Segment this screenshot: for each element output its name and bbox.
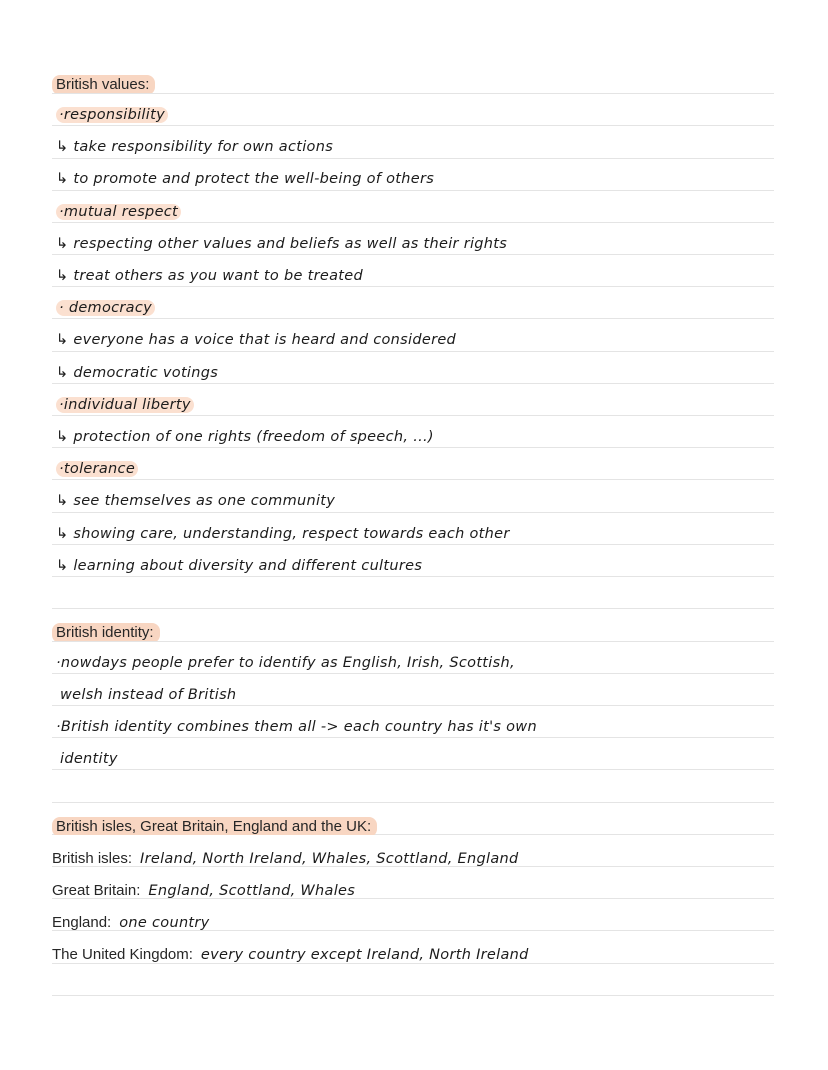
- definition-row: [52, 944, 774, 963]
- note-line: ↳ to promote and protect the well-being of others: [56, 171, 435, 187]
- note-line: [56, 397, 778, 413]
- note-line: ↳ protection of one rights (freedom of speech, ...): [56, 429, 434, 445]
- section-heading-isles: British isles, Great Britain, England and the UK:: [52, 817, 377, 835]
- note-line: ↳ respecting other values and beliefs as well as their rights: [56, 236, 508, 252]
- section-heading-identity: British identity:: [52, 623, 160, 641]
- definition-label: England:: [52, 914, 112, 931]
- bullet-mutual-respect: ·mutual respect: [56, 204, 181, 220]
- note-line: ↳ learning about diversity and different cultures: [56, 558, 423, 574]
- definition-text: England, Scottland, Whales: [148, 883, 356, 899]
- note-line: [56, 300, 778, 316]
- bullet-responsibility: ·responsibility: [56, 107, 168, 123]
- bullet-individual-liberty: ·individual liberty: [56, 397, 194, 413]
- definition-label: The United Kingdom:: [52, 946, 193, 963]
- note-line: [56, 461, 778, 477]
- note-line: ↳ showing care, understanding, respect towards each other: [56, 526, 510, 542]
- note-line: ↳ everyone has a voice that is heard and considered: [56, 332, 457, 348]
- note-line: [56, 107, 778, 123]
- note-line: ↳ see themselves as one community: [56, 493, 336, 509]
- definition-row: [52, 880, 774, 899]
- definition-row: [52, 848, 774, 867]
- bullet-democracy: · democracy: [56, 300, 155, 316]
- note-line: ·British identity combines them all -> each country has it's own: [56, 719, 537, 735]
- note-line: ↳ treat others as you want to be treated: [56, 268, 363, 284]
- section-heading-values: British values:: [52, 75, 155, 93]
- definition-text: every country except Ireland, North Ireland: [200, 947, 529, 963]
- note-line: ↳ democratic votings: [56, 365, 219, 381]
- definition-row: [52, 912, 774, 931]
- note-line: welsh instead of British: [60, 687, 237, 703]
- isles-heading-row: [52, 816, 774, 835]
- identity-heading-row: [52, 622, 774, 641]
- note-line: ↳ take responsibility for own actions: [56, 139, 334, 155]
- bullet-tolerance: ·tolerance: [56, 461, 138, 477]
- definition-text: one country: [119, 915, 210, 931]
- note-line: [56, 204, 778, 220]
- note-line: identity: [60, 751, 118, 767]
- definition-label: British isles:: [52, 850, 133, 867]
- values-heading-row: [52, 74, 774, 93]
- note-line: ·nowdays people prefer to identify as English, Irish, Scottish,: [56, 655, 515, 671]
- definition-text: Ireland, North Ireland, Whales, Scottland, England: [140, 851, 519, 867]
- definition-label: Great Britain:: [52, 882, 141, 899]
